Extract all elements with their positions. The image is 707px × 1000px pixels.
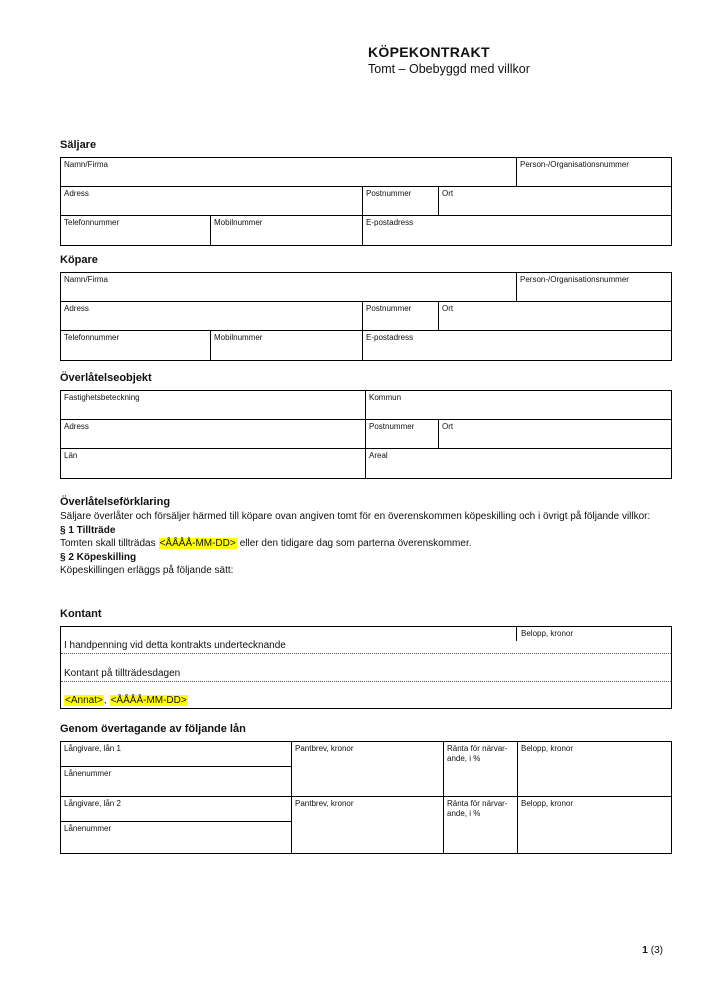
loan-table	[60, 741, 672, 854]
field-label: Belopp, kronor	[521, 744, 574, 753]
field-label: Postnummer	[366, 304, 412, 313]
table-row	[61, 449, 671, 478]
table-row	[61, 216, 671, 245]
loan1-amount-field[interactable]	[518, 742, 671, 796]
buyer-address-field[interactable]	[61, 302, 363, 330]
section1-heading: § 1 Tillträde	[60, 524, 116, 536]
loan2-number-field[interactable]	[61, 822, 291, 853]
loan1-mortgage-field[interactable]	[292, 742, 444, 796]
buyer-table	[60, 272, 672, 361]
seller-mobile-field[interactable]	[211, 216, 363, 245]
cash-row-label: I handpenning vid detta kontrakts undertecknande	[64, 640, 286, 651]
buyer-email-field[interactable]	[363, 331, 671, 360]
field-label: Kommun	[369, 393, 402, 402]
field-label: Belopp, kronor	[521, 799, 574, 808]
loan1-lender-field[interactable]	[61, 742, 291, 767]
cash-row-on-access-day[interactable]	[61, 654, 671, 682]
seller-orgnumber-field[interactable]	[517, 158, 671, 186]
declaration-intro: Säljare överlåter och försäljer härmed till köpare ovan angiven tomt för en överenskommen köpeskilling och i övrigt på följande villkor:	[60, 511, 651, 522]
loan2-interest-field[interactable]	[444, 797, 518, 853]
table-row	[61, 187, 671, 216]
property-designation-field[interactable]	[61, 391, 366, 419]
field-label: Person-/Organisationsnummer	[520, 275, 629, 284]
cash-row-other[interactable]	[61, 682, 671, 708]
page-number	[642, 945, 663, 956]
buyer-postalcode-field[interactable]	[363, 302, 439, 330]
field-label: Pantbrev, kronor	[295, 799, 354, 808]
field-label: Ort	[442, 422, 454, 431]
document-title-block	[368, 44, 530, 76]
field-label: Fastighetsbeteckning	[64, 393, 140, 402]
buyer-section	[60, 254, 672, 361]
field-label: Areal	[369, 451, 388, 460]
buyer-name-field[interactable]	[61, 273, 517, 301]
seller-phone-field[interactable]	[61, 216, 211, 245]
buyer-city-field[interactable]	[439, 302, 671, 330]
field-label: Adress	[64, 422, 89, 431]
document-subtitle: Tomt – Obebyggd med villkor	[368, 62, 530, 76]
declaration-text	[60, 510, 672, 578]
seller-address-field[interactable]	[61, 187, 363, 215]
field-label: ande, i %	[447, 754, 481, 763]
seller-section	[60, 139, 672, 246]
field-label: Lånenummer	[64, 824, 112, 833]
loan2-mortgage-field[interactable]	[292, 797, 444, 853]
object-address-field[interactable]	[61, 420, 366, 448]
field-label: Ort	[442, 304, 454, 313]
field-label: Namn/Firma	[64, 275, 109, 284]
buyer-mobile-field[interactable]	[211, 331, 363, 360]
field-label: Ort	[442, 189, 454, 198]
table-row	[61, 273, 671, 302]
table-row	[61, 420, 671, 449]
field-label: Lånenummer	[64, 769, 112, 778]
table-row	[61, 391, 671, 420]
field-label: Namn/Firma	[64, 160, 109, 169]
field-label: Telefonnummer	[64, 333, 120, 342]
field-label: Person-/Organisationsnummer	[520, 160, 629, 169]
seller-postalcode-field[interactable]	[363, 187, 439, 215]
loan-takeover-section	[60, 723, 672, 854]
page-number-current: 1	[642, 945, 648, 956]
transfer-object-table	[60, 390, 672, 479]
cash-section	[60, 608, 672, 709]
object-postalcode-field[interactable]	[366, 420, 439, 448]
date-placeholder-highlight[interactable]: <ÅÅÅÅ-MM-DD>	[159, 538, 236, 549]
date-placeholder-highlight[interactable]: <ÅÅÅÅ-MM-DD>	[110, 695, 187, 706]
field-label: Långivare, lån 1	[64, 744, 121, 753]
loan1-number-field[interactable]	[61, 767, 291, 796]
loan1-left-column	[61, 742, 292, 796]
table-row	[61, 158, 671, 187]
page-number-total: (3)	[650, 945, 663, 956]
section2-text: Köpeskillingen erläggs på följande sätt:	[60, 565, 234, 576]
field-label: Adress	[64, 304, 89, 313]
loan1-interest-field[interactable]	[444, 742, 518, 796]
field-label: Ränta för närvar-	[447, 799, 508, 808]
field-label: Adress	[64, 189, 89, 198]
field-label: E-postadress	[366, 218, 414, 227]
section1-text-before: Tomten skall tillträdas	[60, 538, 156, 549]
cash-heading: Kontant	[60, 608, 102, 620]
field-label: Län	[64, 451, 78, 460]
section2-heading: § 2 Köpeskilling	[60, 551, 137, 563]
cash-row-label: Kontant på tillträdesdagen	[64, 668, 181, 679]
table-row	[61, 302, 671, 331]
table-row	[61, 331, 671, 360]
field-label: E-postadress	[366, 333, 414, 342]
seller-heading: Säljare	[60, 139, 97, 151]
seller-table	[60, 157, 672, 246]
loan1-block	[61, 742, 671, 797]
seller-name-field[interactable]	[61, 158, 517, 186]
loan2-left-column	[61, 797, 292, 853]
object-city-field[interactable]	[439, 420, 671, 448]
cash-row-downpayment[interactable]	[61, 627, 671, 654]
field-label: Långivare, lån 2	[64, 799, 121, 808]
loan-takeover-heading: Genom övertagande av följande lån	[60, 723, 246, 735]
municipality-field[interactable]	[366, 391, 671, 419]
county-field[interactable]	[61, 449, 366, 478]
cash-table	[60, 626, 672, 709]
loan2-amount-field[interactable]	[518, 797, 671, 853]
area-field[interactable]	[366, 449, 671, 478]
buyer-orgnumber-field[interactable]	[517, 273, 671, 301]
field-label: Mobilnummer	[214, 218, 263, 227]
field-label: Pantbrev, kronor	[295, 744, 354, 753]
field-label: Telefonnummer	[64, 218, 120, 227]
field-label: Postnummer	[369, 422, 415, 431]
field-label: Postnummer	[366, 189, 412, 198]
buyer-phone-field[interactable]	[61, 331, 211, 360]
declaration-section	[60, 496, 672, 578]
declaration-heading: Överlåtelseförklaring	[60, 496, 171, 508]
field-label: ande, i %	[447, 809, 481, 818]
field-label: Mobilnummer	[214, 333, 263, 342]
amount-label: Belopp, kronor	[516, 627, 673, 641]
document-title: KÖPEKONTRAKT	[368, 44, 490, 60]
field-label: Ränta för närvar-	[447, 744, 508, 753]
loan2-lender-field[interactable]	[61, 797, 291, 822]
buyer-heading: Köpare	[60, 254, 98, 266]
transfer-object-heading: Överlåtelseobjekt	[60, 372, 152, 384]
separator-text: ,	[103, 695, 107, 706]
section1-text-after: eller den tidigare dag som parterna överenskommer.	[239, 538, 472, 549]
seller-city-field[interactable]	[439, 187, 671, 215]
transfer-object-section	[60, 372, 672, 479]
section1-line	[60, 537, 672, 551]
other-placeholder-highlight[interactable]: <Annat>	[65, 695, 103, 706]
seller-email-field[interactable]	[363, 216, 671, 245]
loan2-block	[61, 797, 671, 853]
